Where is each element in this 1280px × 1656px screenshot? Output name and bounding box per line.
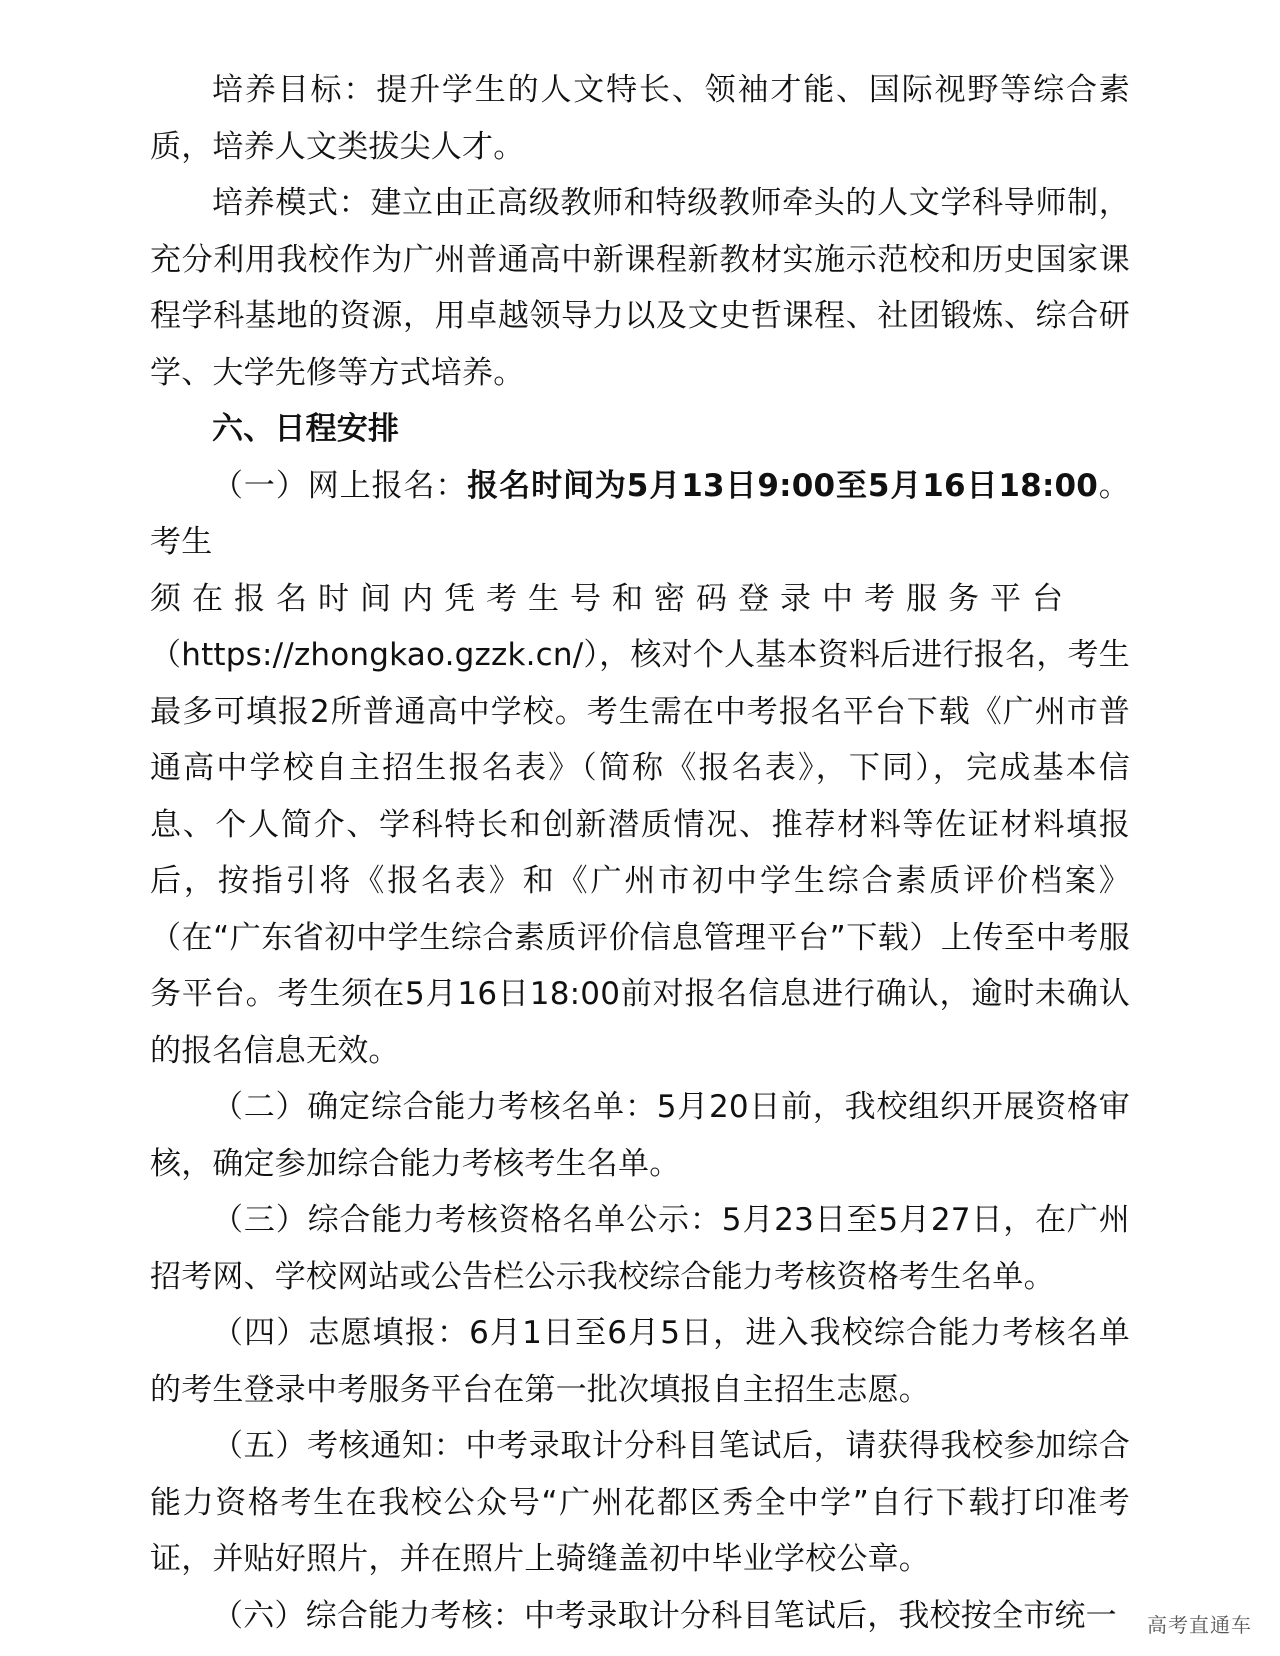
- online-registration-label: （一）网上报名：: [212, 467, 468, 504]
- schedule-heading: 六、日程安排: [212, 411, 400, 447]
- assessment-list-paragraph: （二）确定综合能力考核名单：5月20日前，我校组织开展资格审核，确定参加综合能力考核考生名单。: [150, 1089, 1130, 1182]
- training-mode-paragraph: 培养模式：建立由正高级教师和特级教师牵头的人文学科导师制，充分利用我校作为广州普通高中新课程新教材实施示范校和历史国家课程学科基地的资源，用卓越领导力以及文史哲课程、社团锻炼、综合研学、大学先修等方式培养。: [150, 185, 1130, 391]
- online-registration-rest: （https://zhongkao.gzzk.cn/），核对个人基本资料后进行报名，考生最多可填报2所普通高中学校。考生需在中考报名平台下载《广州市普通高中学校自主招生报名表》（简称《报名表》，下同），完成基本信息、个人简介、学科特长和创新潜质情况、推荐材料等佐证材料填报后，按指引将《报名表》和《广州市初中学生综合素质评价档案》（在“广东省初中学生综合素质评价信息管理平台”下载）上传至中考服务平台。考生须在5月16日18:00前对报名信息进行确认，逾时未确认的报名信息无效。: [150, 637, 1130, 1069]
- online-registration-line1: [150, 458, 1130, 571]
- watermark-text: 高考直通车: [1147, 1613, 1252, 1637]
- registration-time: 报名时间为5月13日9:00至5月16日18:00: [467, 467, 1099, 504]
- comprehensive-assessment-paragraph: （六）综合能力考核：中考录取计分科目笔试后，我校按全市统一: [212, 1597, 1117, 1634]
- list-publicity-paragraph: （三）综合能力考核资格名单公示：5月23日至5月27日，在广州招考网、学校网站或公告栏公示我校综合能力考核资格考生名单。: [150, 1202, 1130, 1295]
- application-filling-paragraph: （四）志愿填报：6月1日至6月5日，进入我校综合能力考核名单的考生登录中考服务平台在第一批次填报自主招生志愿。: [150, 1315, 1130, 1408]
- online-registration-line1-tail: 。考生: [150, 467, 1131, 560]
- training-goal-paragraph: 培养目标：提升学生的人文特长、领袖才能、国际视野等综合素质，培养人文类拔尖人才。: [150, 72, 1130, 165]
- online-registration-line2: 须在报名时间内凭考生号和密码登录中考服务平台: [150, 580, 1074, 617]
- online-registration-section: [150, 458, 1130, 1080]
- document-page: [150, 62, 1130, 1644]
- assessment-notice-paragraph: （五）考核通知：中考录取计分科目笔试后，请获得我校参加综合能力资格考生在我校公众号“广州花都区秀全中学”自行下载打印准考证，并贴好照片，并在照片上骑缝盖初中毕业学校公章。: [150, 1428, 1130, 1577]
